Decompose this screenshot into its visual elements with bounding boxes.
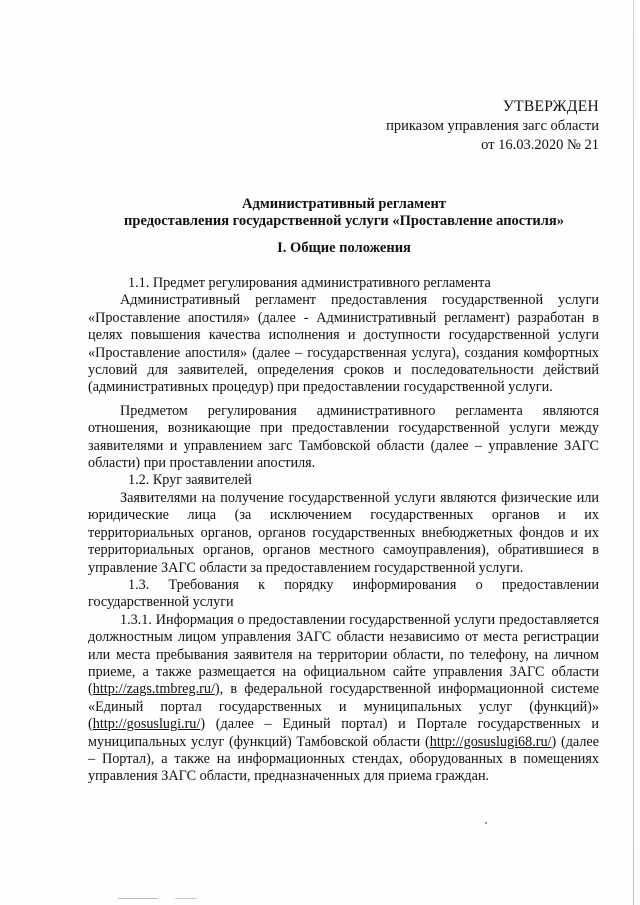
paragraph-1-3-1 bbox=[88, 612, 599, 786]
document-title bbox=[88, 196, 600, 230]
paragraph-1-1-text: Административный регламент предоставления государственной услуги «Проставление апостиля» (далее - Административный регламент) разработан в целях повышения качества исполнения и доступности государственной услуги «Проставление апостиля» (далее – государственная услуга), создания комфортных условий для заявителей, определения сроков и последовательности действий (административных процедур) при предоставлении государственной услуги. bbox=[88, 292, 599, 396]
document-body bbox=[88, 275, 599, 786]
scan-speck bbox=[485, 822, 487, 824]
scan-edge bbox=[633, 0, 634, 905]
scan-speck bbox=[175, 898, 197, 899]
document-title-line-1: Административный регламент bbox=[242, 196, 446, 212]
approval-title: УТВЕРЖДЕН bbox=[502, 98, 599, 115]
document-title-line-2: предоставления государственной услуги «Проставление апостиля» bbox=[124, 213, 564, 229]
paragraph-1-1-text-2: Предметом регулирования административного регламента являются отношения, возникающие при предоставлении государственной услуги между заявителями и управлением загс Тамбовской области (далее – управление ЗАГС области) при проставлении апостиля. bbox=[88, 402, 599, 472]
paragraph-1-3-1-part-a: 1.3.1. Информация о предоставлении государственной услуги предоставляется должностным лицом управления ЗАГС области независимо от места регистрации или места пребывания заявителя на территории области, по телефону, на личном приеме, а также размещается на официальном сайте управления ЗАГС области ( bbox=[88, 611, 599, 698]
paragraph-1-3-1-part-b: ), в федеральной государственной информационной системе «Единый портал государственных и муниципальных услуг (функций)» ( bbox=[88, 681, 599, 733]
paragraph-1-3-1-part-c: ) (далее – Единый портал) и Портале государственных и муниципальных услуг (функций) Тамбовской области ( bbox=[88, 716, 599, 750]
paragraph-1-3-1-part-d: ) (далее – Портал), а также на информационных стендах, оборудованных в помещениях управления ЗАГС области, предназначенных для приема граждан. bbox=[88, 733, 600, 785]
section-title: I. Общие положения bbox=[277, 240, 411, 256]
gosuslugi68-link[interactable]: http://gosuslugi68.ru/ bbox=[429, 733, 552, 750]
approval-line-2: от 16.03.2020 № 21 bbox=[481, 137, 599, 153]
approval-line-1: приказом управления загс области bbox=[386, 118, 599, 134]
approval-block bbox=[386, 97, 599, 155]
zags-site-link[interactable]: http://zags.tmbreg.ru/ bbox=[92, 681, 215, 698]
paragraph-1-1-heading: 1.1. Предмет регулирования административного регламента bbox=[128, 275, 491, 291]
paragraph-1-2-heading: 1.2. Круг заявителей bbox=[128, 472, 252, 489]
scan-speck bbox=[118, 898, 158, 899]
gosuslugi-link[interactable]: http://gosuslugi.ru/ bbox=[92, 716, 201, 733]
paragraph-1-3-heading: 1.3. Требования к порядку информирования о предоставлении государственной услуги bbox=[88, 576, 599, 611]
paragraph-1-2-text: Заявителями на получение государственной услуги являются физические или юридические лица (за исключением государственных органов и их территориальных органов, органов государственных внебюджетных фондов и их территориальных органов, органов местного самоуправления), обратившиеся в управление ЗАГС области за предоставлением государственной услуги. bbox=[88, 489, 599, 576]
